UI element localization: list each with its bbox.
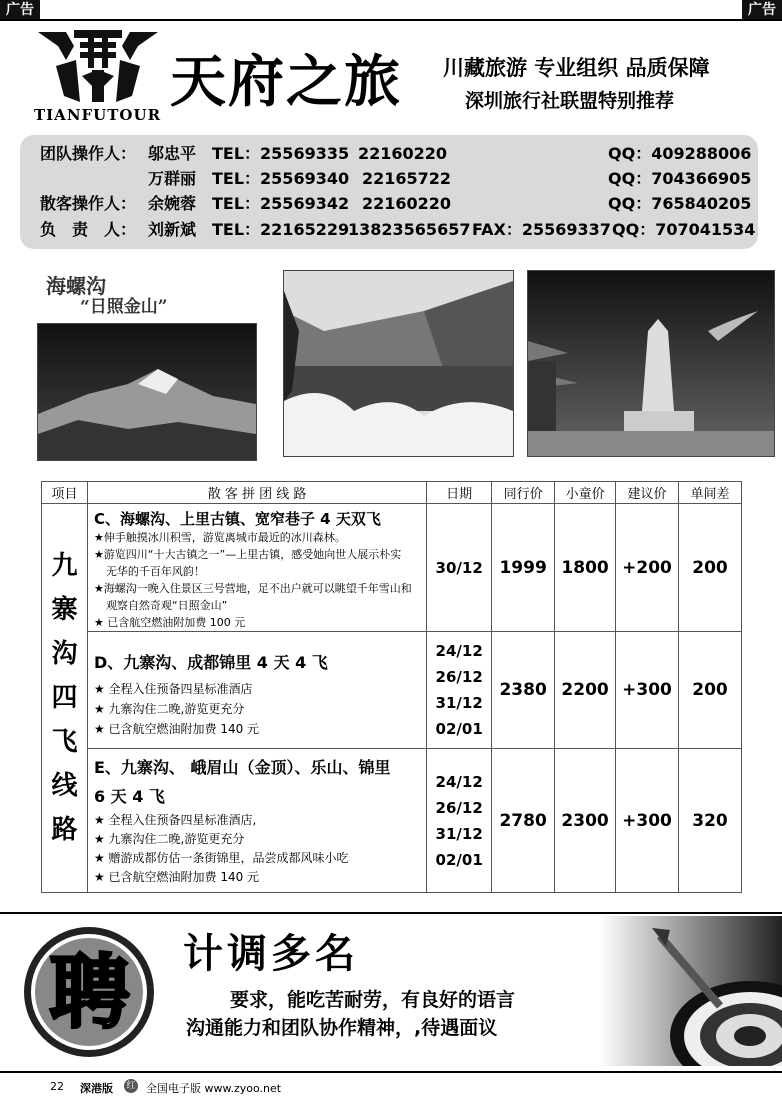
col-header: 单间差 <box>679 482 742 504</box>
recruit-title: 计调多名 <box>183 931 359 977</box>
side-char: 飞 <box>51 727 78 757</box>
contact-qq: QQ：707041534 <box>612 220 756 239</box>
photo-caption-2: “日照金山” <box>80 297 168 317</box>
side-char: 线 <box>51 771 78 801</box>
photo-lake-forest <box>283 270 514 457</box>
contact-tel2: 13823565657 <box>348 220 471 239</box>
col-header: 散 客 拼 团 线 路 <box>87 482 426 504</box>
date-cell <box>427 632 492 749</box>
date: 24/12 <box>435 772 483 791</box>
table-header-row <box>42 482 742 504</box>
date: 26/12 <box>435 798 483 817</box>
route-title: C、海螺沟、上里古镇、宽窄巷子 4 天双飞 <box>93 510 381 528</box>
route-line: ★ 赠游成都仿估一条街锦里，品尝成都风味小吃 <box>93 851 349 865</box>
route-line: ★ 已含航空燃油附加费 100 元 <box>93 616 246 629</box>
top-rule <box>0 19 782 21</box>
section-divider <box>0 912 782 914</box>
contact-tel2: 22160220 <box>358 144 448 163</box>
contact-name: 万群丽 <box>148 169 197 188</box>
route-cell <box>87 749 426 893</box>
route-title: D、九寨沟、成都锦里 4 天 4 飞 <box>93 653 328 672</box>
ad-tag-right: 广告 <box>742 0 782 20</box>
date: 26/12 <box>435 668 483 686</box>
route-cell <box>87 504 426 632</box>
contact-tel2: 22165722 <box>362 169 452 188</box>
single-supplement: 200 <box>679 632 742 749</box>
edition-badge: 红 <box>124 1079 138 1093</box>
slogan-2: 深圳旅行社联盟特别推荐 <box>465 90 675 112</box>
contact-name: 余婉蓉 <box>148 194 197 213</box>
contact-tel: TEL：25569335 <box>212 144 350 163</box>
route-line: ★海螺沟一晚入住景区三号营地，足不出户就可以眺望千年雪山和 <box>93 582 412 595</box>
suggest-price: +300 <box>616 632 679 749</box>
footer-rule <box>0 1071 782 1073</box>
route-line: ★ 九寨沟住二晚,游览更充分 <box>93 702 245 716</box>
route-line: 观察自然奇观“日照金山” <box>105 599 228 612</box>
date-cell <box>427 749 492 893</box>
ad-tag-left: 广告 <box>0 0 40 20</box>
route-line: ★ 九寨沟住二晚,游览更充分 <box>93 832 245 846</box>
contact-name: 邬忠平 <box>148 144 197 163</box>
route-line: ★ 全程入住预备四星标准酒店, <box>93 813 257 827</box>
recruit-req-1: 要求，能吃苦耐劳，有良好的语言 <box>230 989 516 1011</box>
photo-golden-summit <box>527 270 775 457</box>
photo-snow-mountain <box>37 323 257 461</box>
table-row <box>42 749 742 893</box>
date-cell <box>427 504 492 632</box>
date: 02/01 <box>435 850 483 869</box>
single-supplement: 320 <box>679 749 742 893</box>
route-line: ★ 已含航空燃油附加费 140 元 <box>93 870 260 884</box>
side-char: 寨 <box>51 595 78 625</box>
tianfu-logo <box>36 26 160 104</box>
route-title: E、九寨沟、 峨眉山（金顶）、乐山、锦里 <box>93 758 391 777</box>
route-cell <box>87 632 426 749</box>
contact-role: 散客操作人： <box>40 194 137 213</box>
slogan-1: 川藏旅游 专业组织 品质保障 <box>443 56 710 80</box>
contact-tel: TEL：22165229 <box>212 220 350 239</box>
logo-text: TIANFUTOUR <box>34 106 162 124</box>
contact-role: 团队操作人： <box>40 144 137 163</box>
recruit-badge-text: 聘 <box>49 946 130 1039</box>
contact-tel: TEL：25569342 <box>212 194 350 213</box>
date: 02/01 <box>435 720 483 738</box>
route-line: ★游览四川“十大古镇之一”—上里古镇，感受她向世人展示朴实 <box>93 548 402 561</box>
route-line: ★ 全程入住预备四星标准酒店 <box>93 682 253 696</box>
contact-tel: TEL：25569340 <box>212 169 350 188</box>
site-link[interactable]: 全国电子版 www.zyoo.net <box>146 1082 282 1095</box>
col-header: 建议价 <box>616 482 679 504</box>
contact-name: 刘新斌 <box>148 220 197 239</box>
peer-price: 2380 <box>492 632 555 749</box>
table-row <box>42 504 742 632</box>
suggest-price: +200 <box>616 504 679 632</box>
contact-fax: FAX：25569337 <box>472 220 611 239</box>
date: 24/12 <box>435 642 483 660</box>
child-price: 2200 <box>555 632 616 749</box>
side-char: 九 <box>51 551 78 581</box>
route-line: ★ 已含航空燃油附加费 140 元 <box>93 722 260 736</box>
peer-price: 1999 <box>492 504 555 632</box>
contact-qq: QQ：704366905 <box>608 169 752 188</box>
single-supplement: 200 <box>679 504 742 632</box>
contact-role: 负 责 人： <box>40 220 137 239</box>
route-line: 无华的千百年风韵！ <box>105 565 205 578</box>
col-header: 同行价 <box>492 482 555 504</box>
contact-qq: QQ：409288006 <box>608 144 752 163</box>
col-header: 小童价 <box>555 482 616 504</box>
route-title-2: 6 天 4 飞 <box>93 787 165 806</box>
child-price: 1800 <box>555 504 616 632</box>
recruit-req-2: 沟通能力和团队协作精神，,待遇面议 <box>186 1017 498 1039</box>
child-price: 2300 <box>555 749 616 893</box>
route-line: ★伸手触摸冰川积雪，游览离城市最近的冰川森林。 <box>93 531 346 544</box>
date: 30/12 <box>435 558 483 577</box>
contact-tel2: 22160220 <box>362 194 452 213</box>
table-row <box>42 632 742 749</box>
tour-table <box>41 481 742 893</box>
side-label <box>42 504 88 893</box>
suggest-price: +300 <box>616 749 679 893</box>
date: 31/12 <box>435 694 483 712</box>
brand-title: 天府之旅 <box>170 49 402 115</box>
col-header: 项目 <box>42 482 88 504</box>
edition-label: 深港版 <box>80 1082 113 1095</box>
page-number: 22 <box>50 1080 64 1093</box>
side-char: 路 <box>51 815 78 845</box>
date: 31/12 <box>435 824 483 843</box>
side-char: 四 <box>51 683 78 713</box>
side-char: 沟 <box>51 639 78 669</box>
contact-qq: QQ：765840205 <box>608 194 752 213</box>
dart-image <box>600 916 782 1066</box>
photo-caption-1: 海螺沟 <box>46 274 106 298</box>
col-header: 日期 <box>427 482 492 504</box>
peer-price: 2780 <box>492 749 555 893</box>
